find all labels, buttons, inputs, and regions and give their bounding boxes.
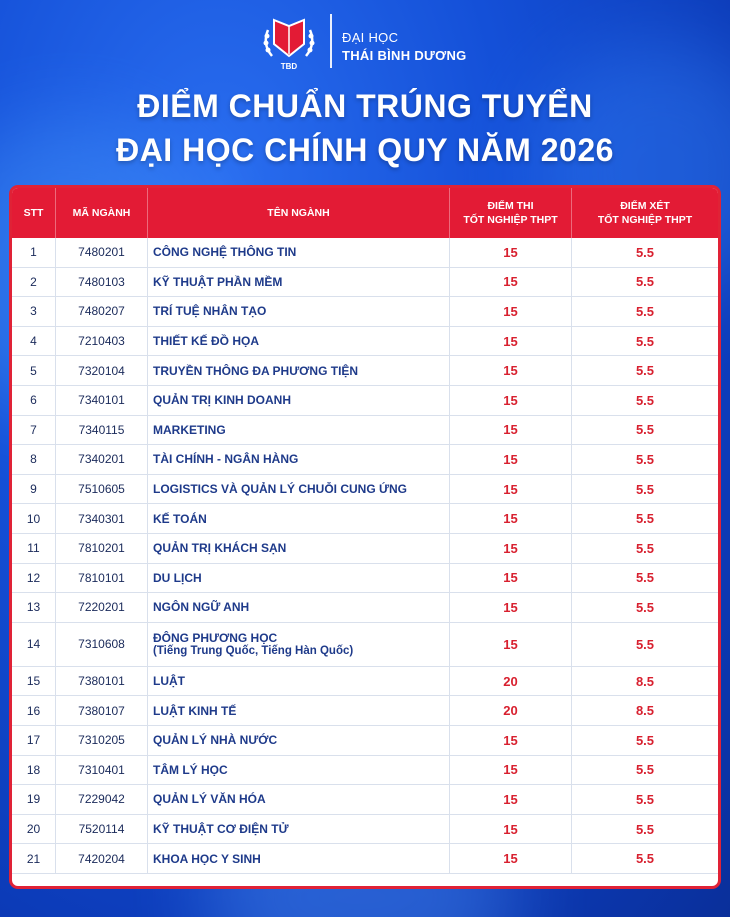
header-ten-nganh: TÊN NGÀNH <box>148 188 450 238</box>
table-row <box>12 238 718 268</box>
row-diem-xet: 5.5 <box>635 821 655 837</box>
row-stt: 8 <box>12 445 56 474</box>
table-row <box>12 696 718 726</box>
row-diem-thi: 15 <box>450 504 572 533</box>
row-diem-thi: 15 <box>450 356 572 385</box>
row-diem-thi: 20 <box>450 667 572 696</box>
table-row <box>12 475 718 505</box>
table-row <box>12 504 718 534</box>
table-row <box>12 726 718 756</box>
row-diem-xet: 5.5 <box>635 599 655 615</box>
row-ten-nganh <box>148 386 450 415</box>
row-stt: 16 <box>12 696 56 725</box>
row-stt: 12 <box>12 564 56 593</box>
row-ma-nganh: 7480201 <box>56 238 148 267</box>
row-ma-nganh: 7520114 <box>56 815 148 844</box>
row-ma-nganh: 7340201 <box>56 445 148 474</box>
table-row <box>12 356 718 386</box>
row-ten-nganh-label: TÂM LÝ HỌC <box>153 762 228 777</box>
header-diem-thi-line-2: TỐT NGHIỆP THPT <box>463 214 558 226</box>
row-ten-nganh <box>148 534 450 563</box>
row-ten-nganh <box>148 297 450 326</box>
row-diem-xet: 5.5 <box>635 303 655 319</box>
university-logo <box>258 10 478 72</box>
table-row <box>12 756 718 786</box>
row-diem-xet: 5.5 <box>635 732 655 748</box>
row-ten-nganh <box>148 564 450 593</box>
row-diem-xet: 5.5 <box>635 274 655 290</box>
header-diem-xet-line-1: ĐIỂM XÉT <box>620 200 670 212</box>
header-diem-xet <box>572 188 718 238</box>
row-diem-xet: 5.5 <box>635 540 655 556</box>
row-ten-nganh <box>148 815 450 844</box>
row-ten-nganh-label: DU LỊCH <box>153 570 202 585</box>
row-stt: 11 <box>12 534 56 563</box>
row-ten-nganh <box>148 785 450 814</box>
row-ten-nganh <box>148 726 450 755</box>
row-ma-nganh: 7310608 <box>56 623 148 666</box>
row-ten-nganh-label: TRUYỀN THÔNG ĐA PHƯƠNG TIỆN <box>153 363 359 378</box>
row-diem-xet: 5.5 <box>635 422 655 438</box>
row-diem-thi: 15 <box>450 238 572 267</box>
row-diem-xet: 5.5 <box>635 636 655 652</box>
row-stt: 20 <box>12 815 56 844</box>
row-diem-xet: 8.5 <box>635 703 655 719</box>
row-ten-nganh-label: MARKETING <box>153 422 226 437</box>
row-ma-nganh: 7340301 <box>56 504 148 533</box>
header-diem-thi-line-1: ĐIỂM THI <box>487 200 534 212</box>
row-stt: 19 <box>12 785 56 814</box>
row-stt: 5 <box>12 356 56 385</box>
table-row <box>12 593 718 623</box>
row-diem-thi: 15 <box>450 268 572 297</box>
row-diem-xet: 5.5 <box>635 791 655 807</box>
row-ten-nganh-label: THIẾT KẾ ĐỒ HỌA <box>153 334 260 349</box>
logo-mark-text: TBD <box>280 62 298 71</box>
brand-line-1: ĐẠI HỌC <box>342 30 399 45</box>
row-stt: 14 <box>12 623 56 666</box>
row-ten-nganh <box>148 268 450 297</box>
row-ten-nganh <box>148 416 450 445</box>
table-row <box>12 785 718 815</box>
row-diem-xet: 5.5 <box>635 392 655 408</box>
row-ma-nganh: 7480103 <box>56 268 148 297</box>
row-diem-thi: 15 <box>450 475 572 504</box>
row-ten-nganh <box>148 238 450 267</box>
row-ten-nganh <box>148 623 450 666</box>
row-diem-xet: 5.5 <box>635 363 655 379</box>
row-diem-xet: 5.5 <box>635 244 655 260</box>
row-diem-thi: 15 <box>450 593 572 622</box>
table-row <box>12 268 718 298</box>
row-diem-xet: 5.5 <box>635 570 655 586</box>
row-stt: 17 <box>12 726 56 755</box>
row-stt: 13 <box>12 593 56 622</box>
row-ma-nganh: 7810101 <box>56 564 148 593</box>
table-row <box>12 297 718 327</box>
row-ten-nganh-label: KỸ THUẬT PHẦN MỀM <box>153 274 283 289</box>
row-ten-nganh-label: QUẢN LÝ NHÀ NƯỚC <box>153 733 278 748</box>
row-ten-nganh-label: TÀI CHÍNH - NGÂN HÀNG <box>153 452 299 467</box>
row-ten-nganh <box>148 327 450 356</box>
row-ten-nganh-label: KỸ THUẬT CƠ ĐIỆN TỬ <box>153 822 289 837</box>
header-ma-nganh: MÃ NGÀNH <box>56 188 148 238</box>
page-title-line-2: ĐẠI HỌC CHÍNH QUY NĂM 2026 <box>116 132 614 168</box>
row-ma-nganh: 7340101 <box>56 386 148 415</box>
row-diem-xet: 5.5 <box>635 333 655 349</box>
table-row <box>12 416 718 446</box>
row-diem-thi: 15 <box>450 445 572 474</box>
row-ten-nganh <box>148 445 450 474</box>
row-ten-nganh-label: LUẬT <box>153 674 185 689</box>
table-row <box>12 623 718 667</box>
row-ma-nganh: 7510605 <box>56 475 148 504</box>
row-diem-thi: 20 <box>450 696 572 725</box>
row-ten-nganh <box>148 667 450 696</box>
row-ten-nganh-label: TRÍ TUỆ NHÂN TẠO <box>153 304 267 319</box>
header-stt: STT <box>12 188 56 238</box>
table-row <box>12 534 718 564</box>
row-diem-xet: 8.5 <box>635 673 655 689</box>
row-ma-nganh: 7380101 <box>56 667 148 696</box>
row-ma-nganh: 7810201 <box>56 534 148 563</box>
row-diem-thi: 15 <box>450 386 572 415</box>
row-diem-thi: 15 <box>450 327 572 356</box>
table-header <box>12 188 718 238</box>
row-diem-thi: 15 <box>450 416 572 445</box>
row-stt: 7 <box>12 416 56 445</box>
row-diem-thi: 15 <box>450 785 572 814</box>
table-row <box>12 815 718 845</box>
row-ten-nganh-label: LOGISTICS VÀ QUẢN LÝ CHUỖI CUNG ỨNG <box>153 482 407 497</box>
brand-line-2: THÁI BÌNH DƯƠNG <box>342 48 467 63</box>
row-diem-xet: 5.5 <box>635 762 655 778</box>
row-stt: 9 <box>12 475 56 504</box>
row-ma-nganh: 7340115 <box>56 416 148 445</box>
row-stt: 18 <box>12 756 56 785</box>
row-ma-nganh: 7310205 <box>56 726 148 755</box>
row-diem-thi: 15 <box>450 726 572 755</box>
table-row <box>12 844 718 874</box>
table-row <box>12 445 718 475</box>
table-row <box>12 386 718 416</box>
row-stt: 2 <box>12 268 56 297</box>
table-row <box>12 327 718 357</box>
row-ten-nganh <box>148 356 450 385</box>
row-ten-nganh <box>148 844 450 873</box>
row-stt: 15 <box>12 667 56 696</box>
row-ten-nganh-label: QUẢN LÝ VĂN HÓA <box>153 792 266 807</box>
row-ten-nganh-label: CÔNG NGHỆ THÔNG TIN <box>153 245 297 260</box>
row-stt: 3 <box>12 297 56 326</box>
row-diem-thi: 15 <box>450 815 572 844</box>
table-row <box>12 564 718 594</box>
row-ma-nganh: 7320104 <box>56 356 148 385</box>
row-ten-nganh-label: KHOA HỌC Y SINH <box>153 851 261 866</box>
row-diem-xet: 5.5 <box>635 511 655 527</box>
row-ten-nganh-label: QUẢN TRỊ KINH DOANH <box>153 393 291 408</box>
row-ten-nganh-label: KẾ TOÁN <box>153 511 207 526</box>
row-ten-nganh <box>148 504 450 533</box>
logo-divider <box>330 14 332 68</box>
admission-score-table <box>12 188 718 886</box>
row-ma-nganh: 7210403 <box>56 327 148 356</box>
row-diem-thi: 15 <box>450 756 572 785</box>
row-ma-nganh: 7229042 <box>56 785 148 814</box>
row-diem-thi: 15 <box>450 564 572 593</box>
row-stt: 10 <box>12 504 56 533</box>
row-diem-thi: 15 <box>450 844 572 873</box>
row-diem-xet: 5.5 <box>635 481 655 497</box>
row-ten-nganh <box>148 696 450 725</box>
header-diem-thi <box>450 188 572 238</box>
row-ma-nganh: 7480207 <box>56 297 148 326</box>
row-ma-nganh: 7420204 <box>56 844 148 873</box>
header-diem-xet-line-2: TỐT NGHIỆP THPT <box>597 214 693 226</box>
row-ten-nganh-label: LUẬT KINH TẾ <box>153 703 237 718</box>
row-diem-thi: 15 <box>450 297 572 326</box>
table-row <box>12 667 718 697</box>
row-diem-xet: 5.5 <box>635 451 655 467</box>
row-stt: 4 <box>12 327 56 356</box>
row-ma-nganh: 7380107 <box>56 696 148 725</box>
row-ten-nganh-label: ĐÔNG PHƯƠNG HỌC <box>153 631 278 646</box>
row-diem-xet: 5.5 <box>635 851 655 867</box>
row-diem-thi: 15 <box>450 623 572 666</box>
row-ma-nganh: 7310401 <box>56 756 148 785</box>
row-stt: 1 <box>12 238 56 267</box>
row-stt: 6 <box>12 386 56 415</box>
book-laurel-icon <box>258 10 320 72</box>
row-ten-nganh-label: QUẢN TRỊ KHÁCH SẠN <box>153 541 287 556</box>
row-diem-thi: 15 <box>450 534 572 563</box>
page-title-line-1: ĐIỂM CHUẨN TRÚNG TUYỂN <box>137 88 593 124</box>
row-ten-nganh-label: NGÔN NGỮ ANH <box>153 600 250 615</box>
row-ten-nganh <box>148 593 450 622</box>
row-ten-nganh <box>148 475 450 504</box>
row-stt: 21 <box>12 844 56 873</box>
row-ma-nganh: 7220201 <box>56 593 148 622</box>
row-ten-nganh <box>148 756 450 785</box>
row-ten-nganh-note: (Tiếng Trung Quốc, Tiếng Hàn Quốc) <box>153 645 354 658</box>
